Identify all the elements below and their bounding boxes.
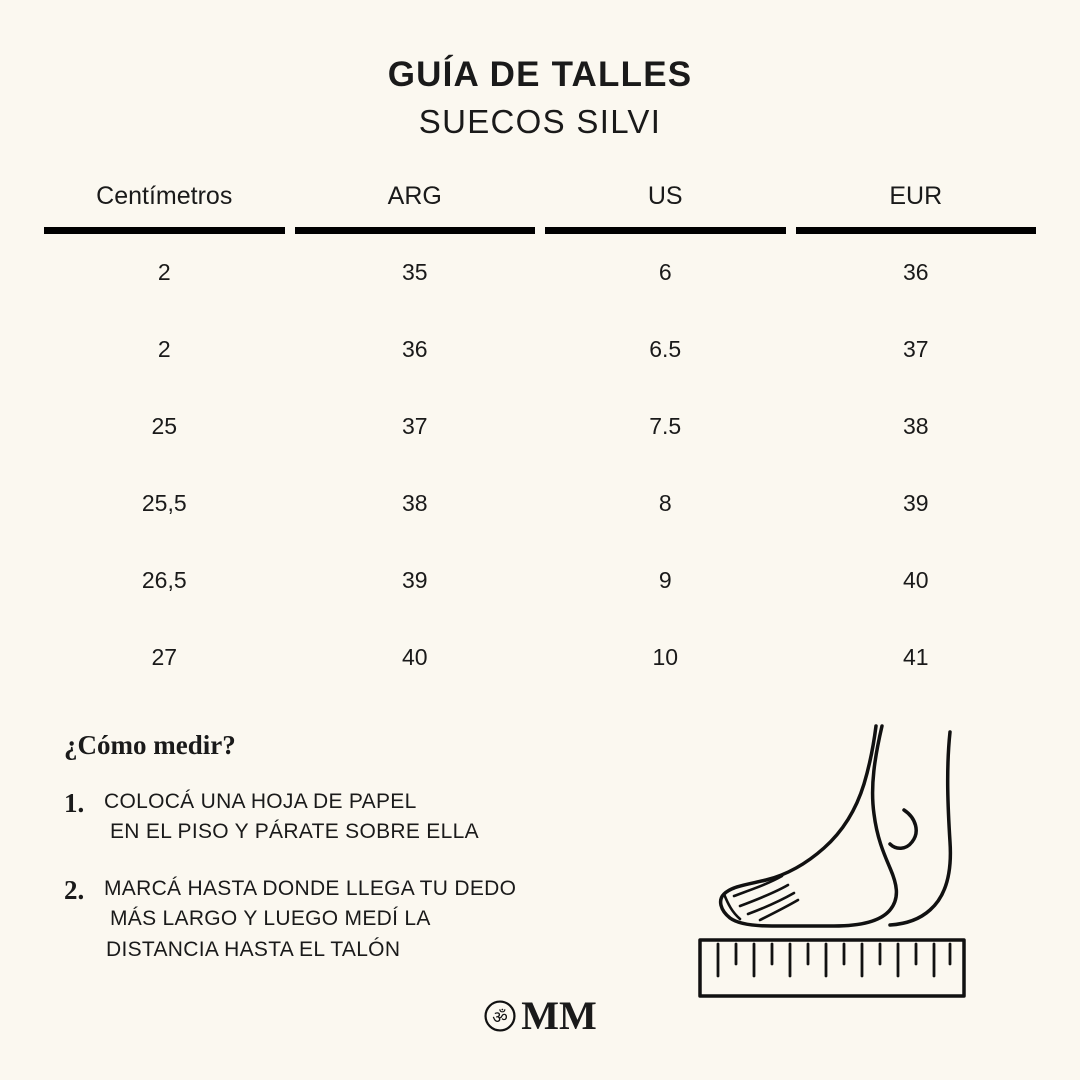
- svg-text:ॐ: ॐ: [492, 1007, 508, 1028]
- table-row: [44, 230, 1036, 311]
- header-gap: [285, 182, 295, 231]
- cell-gap: [285, 465, 295, 542]
- cell-arg: 40: [401, 643, 428, 670]
- measure-step-2: [64, 874, 644, 965]
- cell-eur: 41: [902, 643, 929, 670]
- step-line: MÁS LARGO Y LUEGO MEDÍ LA: [110, 907, 431, 931]
- ruler-ticks: [718, 944, 950, 976]
- om-symbol-svg: [483, 999, 517, 1033]
- brand-logo-text: MM: [521, 993, 597, 1038]
- page-title: GUÍA DE TALLES: [387, 55, 693, 94]
- cell-centimetros: 25,5: [141, 489, 187, 516]
- cell-eur: 39: [902, 489, 929, 516]
- step-line: COLOCÁ UNA HOJA DE PAPEL: [104, 790, 417, 813]
- table-row: [44, 311, 1036, 388]
- cell-gap: [285, 311, 295, 388]
- cell-arg: 37: [401, 412, 428, 439]
- header-gap: [535, 182, 545, 231]
- cell-gap: [535, 388, 545, 465]
- toe-line: [740, 885, 788, 906]
- cell-us: 6: [658, 258, 672, 285]
- cell-us: 10: [652, 643, 679, 670]
- cell-gap: [786, 619, 796, 696]
- cell-gap: [786, 311, 796, 388]
- cell-centimetros: 2: [157, 258, 171, 285]
- toe-line: [748, 893, 794, 914]
- cell-centimetros: 25: [151, 412, 178, 439]
- step-text: [104, 874, 516, 965]
- cell-gap: [535, 542, 545, 619]
- foot-illustration-svg: [694, 714, 994, 1004]
- ankle-bone-detail: [890, 810, 916, 848]
- foot-with-ruler-illustration: [694, 714, 994, 1004]
- cell-gap: [786, 388, 796, 465]
- cell-centimetros: 27: [151, 643, 178, 670]
- column-header-centimetros: Centímetros: [44, 182, 285, 231]
- table-row: [44, 388, 1036, 465]
- column-header-us: US: [545, 182, 786, 231]
- cell-arg: 35: [401, 258, 428, 285]
- cell-arg: 36: [401, 335, 428, 362]
- cell-gap: [535, 230, 545, 311]
- table-row: [44, 542, 1036, 619]
- step-line: DISTANCIA HASTA EL TALÓN: [106, 937, 401, 961]
- header-gap: [786, 182, 796, 231]
- table-row: [44, 619, 1036, 696]
- cell-us: 9: [658, 566, 672, 593]
- cell-us: 6.5: [649, 335, 682, 362]
- toe-line: [760, 900, 798, 920]
- cell-arg: 38: [401, 489, 428, 516]
- measure-step-1: [64, 787, 644, 848]
- how-to-measure-title: ¿Cómo medir?: [64, 730, 236, 760]
- cell-gap: [535, 311, 545, 388]
- om-symbol-icon: [483, 999, 517, 1033]
- cell-eur: 38: [902, 412, 929, 439]
- step-line: EN EL PISO Y PÁRATE SOBRE ELLA: [110, 820, 479, 844]
- column-header-eur: EUR: [796, 182, 1037, 231]
- cell-gap: [786, 230, 796, 311]
- step-text: [104, 787, 479, 848]
- cell-eur: 37: [902, 335, 929, 362]
- cell-centimetros: 26,5: [141, 566, 187, 593]
- size-table: [44, 182, 1036, 696]
- cell-gap: [285, 230, 295, 311]
- cell-gap: [786, 542, 796, 619]
- cell-gap: [285, 542, 295, 619]
- step-number: 1.: [64, 788, 85, 818]
- cell-gap: [786, 465, 796, 542]
- cell-eur: 40: [902, 566, 929, 593]
- table-header-row: [44, 182, 1036, 231]
- cell-us: 8: [658, 489, 672, 516]
- cell-gap: [285, 619, 295, 696]
- cell-us: 7.5: [649, 412, 682, 439]
- cell-centimetros: 2: [157, 335, 171, 362]
- step-number: 2.: [64, 874, 85, 905]
- step-line: MARCÁ HASTA DONDE LLEGA TU DEDO: [104, 876, 517, 900]
- heel-outline: [890, 732, 950, 925]
- cell-gap: [285, 388, 295, 465]
- column-header-arg: ARG: [295, 182, 536, 231]
- ruler-outline: [700, 940, 964, 996]
- cell-gap: [535, 465, 545, 542]
- cell-arg: 39: [401, 566, 428, 593]
- how-to-measure-section: [64, 730, 644, 991]
- size-table-wrapper: [44, 182, 1036, 696]
- brand-logo: [0, 993, 1080, 1038]
- cell-gap: [535, 619, 545, 696]
- table-row: [44, 465, 1036, 542]
- foot-outline: [721, 726, 897, 926]
- page-subtitle: SUECOS SILVI: [418, 102, 662, 140]
- header: [0, 0, 1080, 142]
- cell-eur: 36: [902, 258, 929, 285]
